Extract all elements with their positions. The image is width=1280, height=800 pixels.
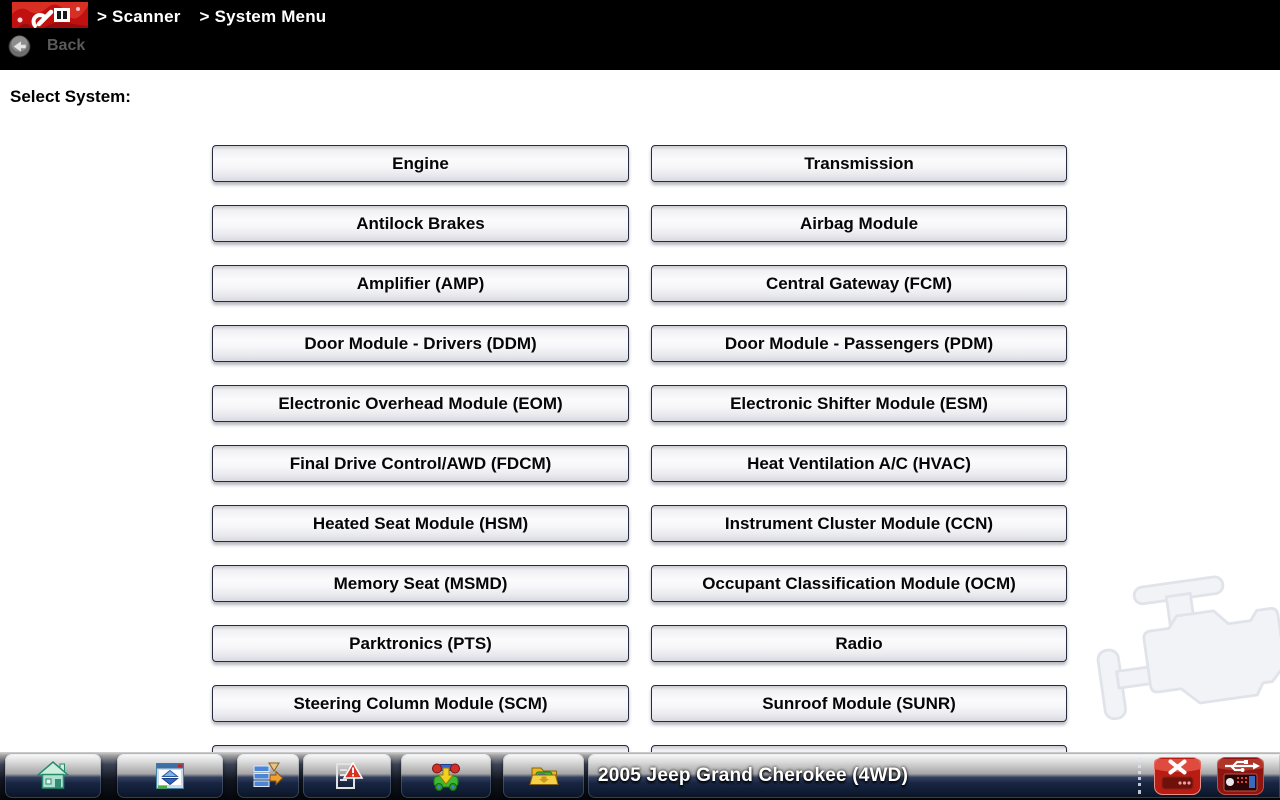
data-manager-icon [250,759,286,793]
system-button-heat-ventilation-a-c-hvac[interactable]: Heat Ventilation A/C (HVAC) [651,445,1067,482]
engine-watermark-icon [1085,558,1280,750]
disconnect-x-icon [1154,757,1201,795]
system-button-electronic-shifter-module-esm[interactable]: Electronic Shifter Module (ESM) [651,385,1067,422]
scanner-window-icon [153,759,187,793]
system-button-final-drive-control-awd-fdcm[interactable]: Final Drive Control/AWD (FDCM) [212,445,629,482]
system-button-memory-seat-msmd[interactable]: Memory Seat (MSMD) [212,565,629,602]
system-button-grid [212,145,1067,782]
system-button-heated-seat-module-hsm[interactable]: Heated Seat Module (HSM) [212,505,629,542]
system-button-electronic-overhead-module-eom[interactable]: Electronic Overhead Module (EOM) [212,385,629,422]
home-icon [36,759,70,793]
data-manager-button[interactable] [237,754,299,798]
codes-warning-icon [330,759,364,793]
system-button-amplifier-amp[interactable]: Amplifier (AMP) [212,265,629,302]
system-button-parktronics-pts[interactable]: Parktronics (PTS) [212,625,629,662]
system-button-steering-column-module-scm[interactable]: Steering Column Module (SCM) [212,685,629,722]
page-title: Select System: [10,87,131,106]
back-button[interactable] [8,34,85,58]
scanner-tools-logo-icon [12,2,88,28]
back-arrow-icon [8,35,31,58]
system-button-radio[interactable]: Radio [651,625,1067,662]
vehicle-record-button[interactable] [503,754,584,798]
system-button-antilock-brakes[interactable]: Antilock Brakes [212,205,629,242]
trouble-codes-button[interactable] [303,754,391,798]
system-button-occupant-classification-module-ocm[interactable]: Occupant Classification Module (OCM) [651,565,1067,602]
current-vehicle-label: 2005 Jeep Grand Cherokee (4WD) [598,765,909,786]
disconnect-button[interactable] [1154,757,1201,795]
home-button[interactable] [5,754,101,798]
system-button-central-gateway-fcm[interactable]: Central Gateway (FCM) [651,265,1067,302]
bottom-toolbar [0,752,1280,800]
usb-connection-button[interactable] [1217,757,1264,795]
breadcrumb [97,5,326,29]
vehicle-folder-icon [527,759,561,793]
system-button-door-module-drivers-ddm[interactable]: Door Module - Drivers (DDM) [212,325,629,362]
system-button-instrument-cluster-module-ccn[interactable]: Instrument Cluster Module (CCN) [651,505,1067,542]
system-button-sunroof-module-sunr[interactable]: Sunroof Module (SUNR) [651,685,1067,722]
scanner-button[interactable] [117,754,223,798]
vehicle-id-icon [429,759,463,793]
back-button-label: Back [47,37,86,54]
top-bar [0,0,1280,70]
system-button-door-module-passengers-pdm[interactable]: Door Module - Passengers (PDM) [651,325,1067,362]
system-button-engine[interactable]: Engine [212,145,629,182]
breadcrumb-scanner: > Scanner [97,7,181,26]
vehicle-id-button[interactable] [401,754,491,798]
toolbar-divider [1138,758,1141,794]
breadcrumb-system-menu: > System Menu [199,7,327,26]
system-button-airbag-module[interactable]: Airbag Module [651,205,1067,242]
system-button-transmission[interactable]: Transmission [651,145,1067,182]
usb-connection-icon [1217,757,1264,795]
